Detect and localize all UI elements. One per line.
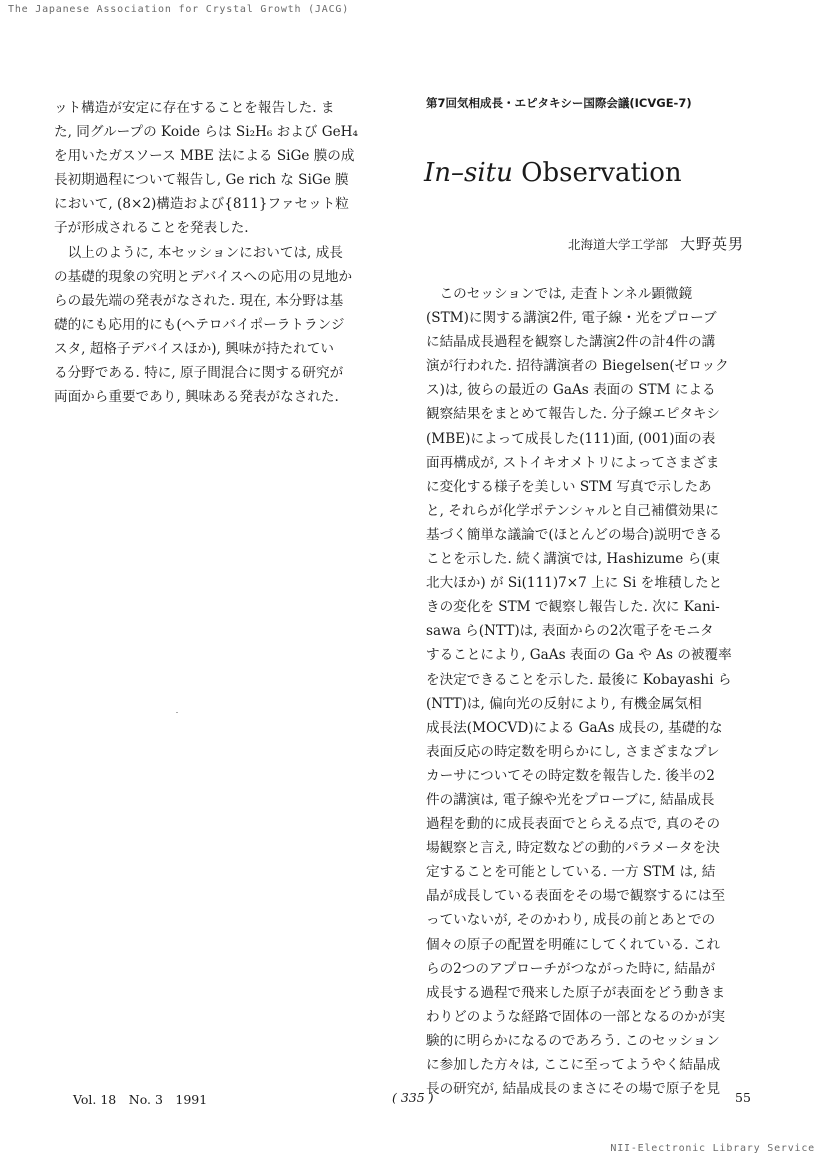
text-line: 個々の原子の配置を明確にしてくれている. これ xyxy=(426,936,721,953)
text-line: 面再構成が, ストイキオメトリによってさまざま xyxy=(426,454,720,471)
text-line: に参加した方々は, ここに至ってようやく結晶成 xyxy=(426,1057,721,1073)
text-line: することにより, GaAs 表面の Ga や As の被覆率 xyxy=(426,647,732,664)
text-line: 両面から重要であり, 興味ある発表がなされた. xyxy=(54,389,339,406)
text-line: 晶が成長している表面をその場で観察するには至 xyxy=(426,888,726,905)
text-line: 基づく簡単な議論で(ほとんどの場合)説明できる xyxy=(426,526,723,543)
text-line: (STM)に関する講演2件, 電子線・光をプローブ xyxy=(426,310,717,327)
page-number: 55 xyxy=(735,1090,751,1105)
text-line: (NTT)は, 偏向光の反射により, 有機金属気相 xyxy=(426,695,702,712)
text-line: 礎的にも応用的にも(ヘテロバイポーラトランジ xyxy=(54,316,345,333)
text-line: カーサについてその時定数を報告した. 後半の2 xyxy=(426,767,715,784)
text-line: 験的に明らかになるのであろう. このセッション xyxy=(426,1032,720,1049)
right-text-column xyxy=(426,282,770,1101)
text-line: 過程を動的に成長表面でとらえる点で, 真のその xyxy=(426,816,721,833)
left-text-column xyxy=(54,96,390,409)
scan-speck xyxy=(176,712,178,713)
text-line: ことを示した. 続く講演では, Hashizume ら(東 xyxy=(426,551,721,568)
text-line: スタ, 超格子デバイスほか), 興味が持たれてい xyxy=(54,340,334,357)
text-line: を決定できることを示した. 最後に Kobayashi ら xyxy=(426,671,732,688)
text-line: において, (8×2)構造および{811}ファセット粒 xyxy=(54,196,349,213)
text-line: 長初期過程について報告し, Ge rich な SiGe 膜 xyxy=(54,172,349,189)
article-title-italic: In–situ xyxy=(424,158,513,188)
text-line: 件の講演は, 電子線や光をプローブに, 結晶成長 xyxy=(426,791,715,808)
internal-page-number: ( 335 ) xyxy=(392,1090,434,1105)
text-line: っていないが, そのかわり, 成長の前とあとでの xyxy=(426,912,716,929)
text-line: る分野である. 特に, 原子間混合に関する研究が xyxy=(54,365,344,382)
text-line: らの最先端の発表がなされた. 現在, 本分野は基 xyxy=(54,292,344,309)
author-affiliation: 北海道大学工学部 xyxy=(568,237,669,252)
text-line: た, 同グループの Koide らは Si₂H₆ および GeH₄ xyxy=(54,124,358,141)
text-line: の基礎的現象の究明とデバイスへの応用の見地か xyxy=(54,268,353,285)
text-line: このセッションでは, 走査トンネル顕微鏡 xyxy=(426,286,693,302)
text-line: 長の研究が, 結晶成長のまさにその場で原子を見 xyxy=(426,1081,721,1098)
text-line: を用いたガスソース MBE 法による SiGe 膜の成 xyxy=(54,148,355,165)
text-line: と, それらが化学ポテンシャルと自己補償効果に xyxy=(426,502,719,519)
text-line: 成長法(MOCVD)による GaAs 成長の, 基礎的な xyxy=(426,719,723,736)
text-line: ット構造が安定に存在することを報告した. ま xyxy=(54,100,335,116)
text-line: 表面反応の時定数を明らかにし, さまざまなプレ xyxy=(426,743,720,760)
text-line: に変化する様子を美しい STM 写真で示したあ xyxy=(426,478,712,495)
text-line: らの2つのアプローチがつながった時に, 結晶が xyxy=(426,960,716,977)
text-line: (MBE)によって成長した(111)面, (001)面の表 xyxy=(426,430,716,447)
text-line: 観察結果をまとめて報告した. 分子線エピタキシ xyxy=(426,406,720,423)
text-line: sawa ら(NTT)は, 表面からの2次電子をモニタ xyxy=(426,623,714,640)
text-line: 以上のように, 本セッションにおいては, 成長 xyxy=(54,244,343,261)
author-line xyxy=(568,233,744,254)
article-title-rest: Observation xyxy=(512,158,682,188)
author-name: 大野英男 xyxy=(680,235,745,253)
text-line: 定することを可能としている. 一方 STM は, 結 xyxy=(426,864,716,881)
text-line: ス)は, 彼らの最近の GaAs 表面の STM による xyxy=(426,382,716,399)
text-line: 演が行われた. 招待講演者の Biegelsen(ゼロック xyxy=(426,358,729,375)
text-line: 北大ほか) が Si(111)7×7 上に Si を堆積したと xyxy=(426,575,723,592)
journal-reference: Vol. 18 No. 3 1991 xyxy=(73,1092,208,1107)
text-line: 子が形成されることを発表した. xyxy=(54,220,249,237)
text-line: に結晶成長過程を観察した講演2件の計4件の講 xyxy=(426,334,716,351)
publisher-watermark: The Japanese Association for Crystal Growth (JACG) xyxy=(8,4,350,15)
library-watermark: NII-Electronic Library Service xyxy=(610,1143,815,1154)
text-line: わりどのような経路で固体の一部となるのかが実 xyxy=(426,1008,726,1025)
text-line: 成長する過程で飛来した原子が表面をどう動きま xyxy=(426,984,726,1001)
session-header: 第7回気相成長・エピタキシー国際会議(ICVGE-7) xyxy=(426,96,692,110)
article-title xyxy=(424,158,682,188)
text-line: 場観察と言え, 時定数などの動的パラメータを決 xyxy=(426,840,720,857)
text-line: きの変化を STM で観察し報告した. 次に Kani- xyxy=(426,599,720,616)
